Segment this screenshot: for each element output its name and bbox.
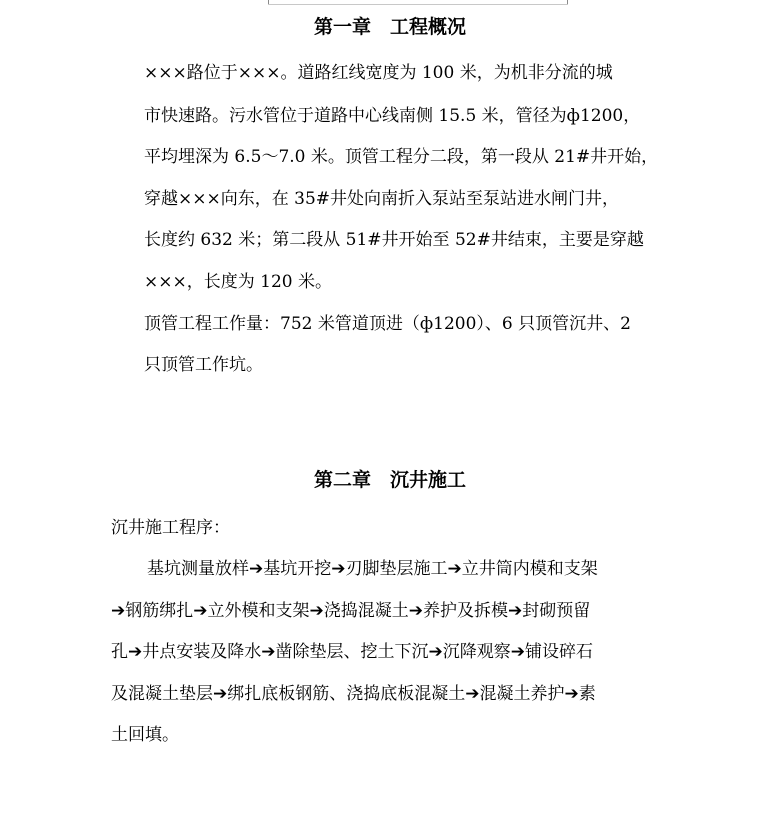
procedure-step: 沉降观察	[442, 642, 511, 662]
procedure-step: 土回填。	[111, 725, 179, 745]
procedure-line-2	[111, 600, 590, 622]
chapter1-para1-line-6: ×××，长度为 120 米。	[144, 272, 332, 292]
flow-arrow-icon: ➔	[428, 642, 443, 662]
procedure-line-4	[111, 683, 596, 705]
flow-arrow-icon: ➔	[213, 684, 228, 704]
chapter1-para1-line-3: 平均埋深为 6.5～7.0 米。顶管工程分二段，第一段从 21#井开始，	[144, 147, 659, 167]
procedure-step: 基坑测量放样	[147, 559, 249, 579]
flow-arrow-icon: ➔	[309, 601, 324, 621]
procedure-step: 孔	[111, 642, 128, 662]
chapter1-para1-line-5: 长度约 632 米；第二段从 51#井开始至 52#井结束，主要是穿越	[144, 230, 644, 250]
flow-arrow-icon: ➔	[261, 642, 276, 662]
flow-arrow-icon: ➔	[249, 559, 264, 579]
procedure-step: 铺设碎石	[525, 642, 593, 662]
chapter1-para2-line-2: 只顶管工作坑。	[144, 355, 263, 375]
page-top-margin-marks	[268, 0, 568, 5]
procedure-step: 素	[578, 684, 596, 704]
procedure-step: 刃脚垫层施工	[345, 559, 448, 579]
procedure-step: 井点安装及降水	[142, 642, 262, 662]
flow-arrow-icon: ➔	[564, 684, 579, 704]
chapter1-para1-line-1: ×××路位于×××。道路红线宽度为 100 米，为机非分流的城	[144, 63, 613, 83]
procedure-step: 基坑开挖	[263, 559, 332, 579]
flow-arrow-icon: ➔	[128, 642, 143, 662]
flow-arrow-icon: ➔	[193, 601, 208, 621]
flow-arrow-icon: ➔	[465, 684, 480, 704]
procedure-step: 绑扎底板钢筋、浇捣底板混凝土	[227, 684, 466, 704]
flow-arrow-icon: ➔	[111, 601, 126, 621]
chapter1-para1-line-2: 市快速路。污水管位于道路中心线南侧 15.5 米，管径为ф1200，	[144, 106, 641, 126]
chapter1-title: 第一章 工程概况	[313, 16, 466, 38]
procedure-step: 立外模和支架	[207, 601, 310, 621]
procedure-step: 钢筋绑扎	[125, 601, 194, 621]
procedure-label: 沉井施工程序：	[111, 518, 230, 538]
flow-arrow-icon: ➔	[331, 559, 346, 579]
procedure-step: 浇捣混凝土	[323, 601, 409, 621]
procedure-step: 凿除垫层、挖土下沉	[275, 642, 429, 662]
procedure-line-5	[111, 724, 179, 746]
procedure-step: 封砌预留	[522, 601, 591, 621]
procedure-line-1	[147, 558, 598, 580]
procedure-step: 及混凝土垫层	[111, 684, 213, 704]
flow-arrow-icon: ➔	[408, 601, 423, 621]
chapter1-para2-line-1: 顶管工程工作量：752 米管道顶进（ф1200）、6 只顶管沉井、2	[144, 314, 631, 334]
flow-arrow-icon: ➔	[510, 642, 525, 662]
flow-arrow-icon: ➔	[508, 601, 523, 621]
procedure-step: 立井筒内模和支架	[461, 559, 598, 579]
procedure-step: 混凝土养护	[479, 684, 565, 704]
flow-arrow-icon: ➔	[447, 559, 462, 579]
procedure-step: 养护及拆模	[423, 601, 508, 621]
chapter2-title: 第二章 沉井施工	[313, 469, 466, 491]
chapter1-para1-line-4: 穿越×××向东，在 35#井处向南折入泵站至泵站进水闸门井，	[144, 189, 620, 209]
procedure-line-3	[111, 641, 593, 663]
